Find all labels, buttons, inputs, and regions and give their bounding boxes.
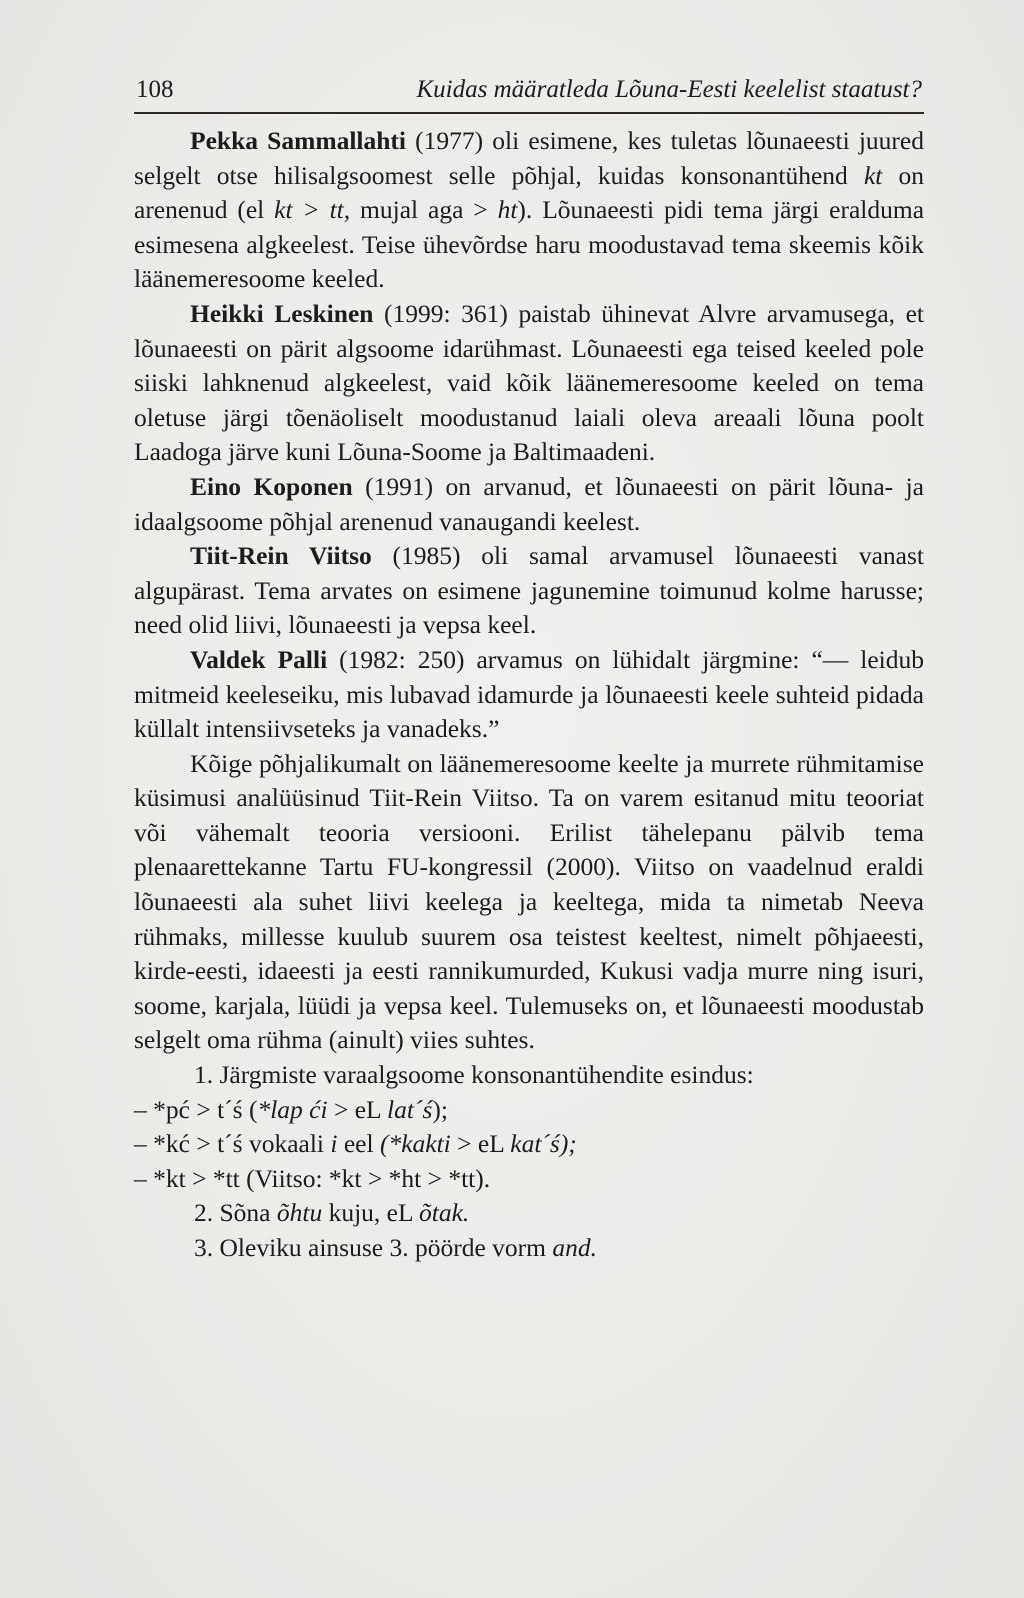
author-name: Heikki Leskinen bbox=[190, 298, 374, 328]
feature-list bbox=[134, 1058, 924, 1266]
list-subitem: – *pć > t´ś (*lap ći > eL lat´ś); bbox=[134, 1094, 448, 1124]
paragraph-koponen: Eino Koponen (1991) on arvanud, et lõunaeesti on pärit lõuna- ja idaalgsoome põhjal arenenud vanaugandi keelest. bbox=[134, 471, 924, 536]
author-name: Pekka Sammallahti bbox=[190, 126, 407, 155]
list-item: 3. Oleviku ainsuse 3. pöörde vorm and. bbox=[194, 1233, 597, 1262]
paragraph-viitso: Tiit-Rein Viitso (1985) oli samal arvamusel lõunaeesti vanast algupärast. Tema arvates on esimene jagunemine toimunud kolme harusse; need olid liivi, lõunaeesti ja vepsa keel. bbox=[134, 541, 924, 640]
author-name: Valdek Palli bbox=[190, 644, 328, 674]
paragraph-analysis: Kõige põhjalikumalt on läänemeresoome keelte ja murrete rühmitamise küsimusi analüüsinud Tiit-Rein Viitso. Ta on varem esitanud mitu teooriat või vähemalt teooria versiooni. Erilist tähelepanu pälvib tema plenaarettekanne Tartu FU-kongressil (2000). Viitso on vaadelnud eraldi lõunaeesti ala suhet liivi keelega ja keeltega, mida ta nimetab Neeva rühmaks, millesse kuulub suurem osa teistest keeltest, nimelt põhjaeesti, kirde-eesti, idaeesti ja eesti rannikumurded, Kukusi vadja murre ning isuri, soome, karjala, lüüdi ja vepsa keel. Tulemuseks on, et lõunaeesti moodustab selgelt oma rühma (ainult) viies suhtes. bbox=[134, 748, 924, 1055]
running-title: Kuidas määratleda Lõuna-Eesti keelelist staatust? bbox=[416, 76, 922, 103]
paragraph-leskinen: Heikki Leskinen (1999: 361) paistab ühinevat Alvre arvamusega, et lõunaeesti on pärit algsoome idarühmast. Lõunaeesti ega teised keeled pole siiski lahknenud algkeelest, vaid kõik läänemeresoome keeled on tema oletuse järgi tõenäoliselt moodustanud laiali oleva areaali lõuna poolt Laadoga järve kuni Lõuna-Soome ja Baltimaadeni. bbox=[134, 298, 924, 467]
paragraph-palli: Valdek Palli (1982: 250) arvamus on lühidalt järgmine: “— leidub mitmeid keeleseiku, mis lubavad idamurde ja lõunaeesti keele suhteid pidada küllalt intensiivseteks ja vanadeks.” bbox=[134, 644, 924, 744]
page-header bbox=[134, 72, 924, 114]
page-number: 108 bbox=[136, 76, 174, 103]
author-name: Eino Koponen bbox=[190, 471, 353, 501]
paragraph-sammallahti: Pekka Sammallahti (1977) oli esimene, kes tuletas lõunaeesti juured selgelt otse hilisalgsoomest selle põhjal, kuidas konsonantühend kt on arenenud (el kt > tt, mujal aga > ht). Lõunaeesti pidi tema järgi eralduma esimesena algkeelest. Teise ühevõrdse haru moodustavad tema skeemis kõik läänemeresoome keeled. bbox=[134, 126, 925, 294]
list-item: 2. Sõna õhtu kuju, eL õtak. bbox=[194, 1198, 470, 1228]
body-text bbox=[134, 124, 924, 1266]
author-name: Tiit-Rein Viitso bbox=[190, 541, 372, 571]
list-subitem: – *kt > *tt (Viitso: *kt > *ht > *tt). bbox=[134, 1163, 491, 1193]
list-subitem: – *kć > t´ś vokaali i eel (*kakti > eL kat´ś); bbox=[134, 1129, 577, 1159]
list-item: 1. Järgmiste varaalgsoome konsonantühendite esindus: bbox=[194, 1060, 754, 1090]
